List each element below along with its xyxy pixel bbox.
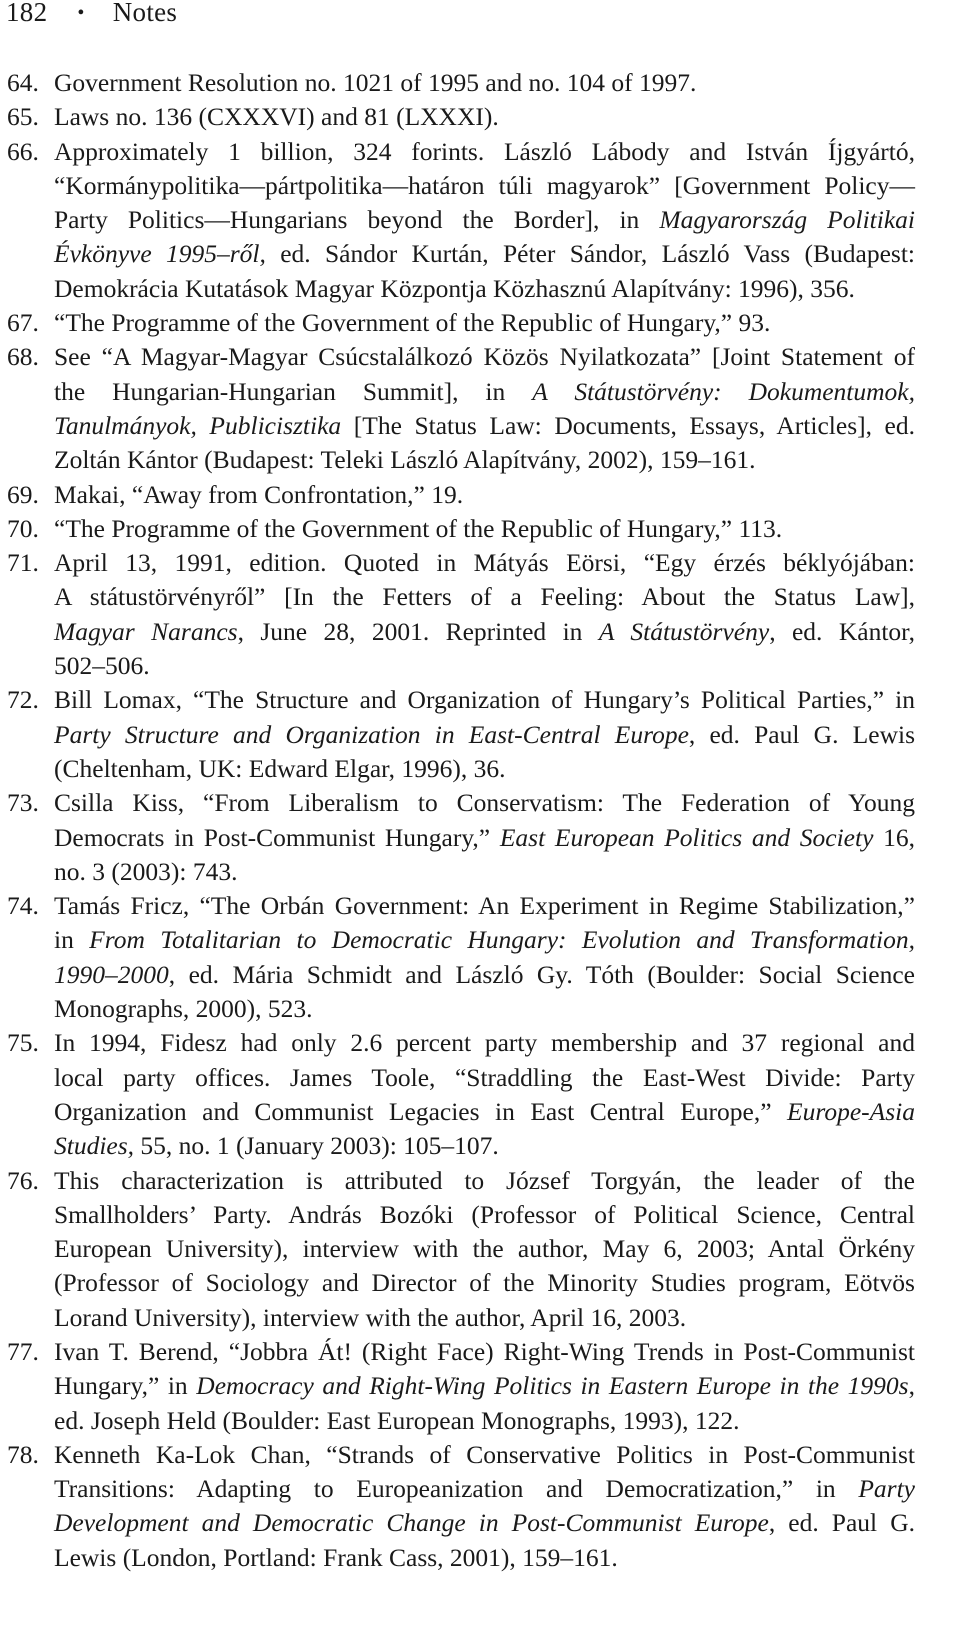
note-text-segment: Lewis (London, Portland: Frank Cass, 2001), 159–161. (54, 1542, 618, 1572)
note-text-segment: European University), interview with the author, May 6, 2003; Antal Örkény (54, 1234, 915, 1264)
note-text-segment: This characterization is attributed to József Torgyán, the leader of the (54, 1165, 915, 1195)
italic-text: A Státustörvény (598, 616, 770, 646)
note-text (54, 546, 915, 683)
note-item (0, 889, 960, 1026)
note-line (54, 821, 915, 855)
note-line (54, 66, 915, 100)
note-text-segment: Party Politics—Hungarians beyond the Border], in (54, 205, 660, 235)
notes-list (0, 66, 960, 1575)
note-text (54, 135, 915, 306)
note-text-segment: Kenneth Ka-Lok Chan, “Strands of Conservative Politics in Post-Communist (54, 1439, 915, 1469)
note-text-segment: 502–506. (54, 651, 150, 681)
note-line (54, 1026, 915, 1060)
note-line (54, 1061, 915, 1095)
note-item (0, 135, 960, 306)
note-text-segment: Makai, “Away from Confrontation,” 19. (54, 479, 464, 509)
note-line (54, 1232, 915, 1266)
note-text (54, 786, 915, 889)
italic-text: Party (858, 1474, 915, 1504)
note-text-segment: , ed. Mária Schmidt and László Gy. Tóth (Boulder: Social Science (168, 959, 915, 989)
note-number: 76. (7, 1165, 39, 1195)
note-line (54, 1472, 915, 1506)
note-line (54, 546, 915, 580)
italic-text: East European Politics and Society (499, 822, 874, 852)
note-text-segment: “The Programme of the Government of the Republic of Hungary,” 93. (54, 308, 771, 338)
italic-text: Magyar Narancs (54, 616, 238, 646)
note-item (0, 66, 960, 100)
note-text-segment: Transitions: Adapting to Europeanization and Democratization,” in (54, 1474, 859, 1504)
note-text-segment: Tamás Fricz, “The Orbán Government: An Experiment in Regime Stabilization,” (54, 891, 915, 921)
note-text-segment: Organization and Communist Legacies in East Central Europe,” (54, 1096, 788, 1126)
note-text-segment: 55, no. 1 (January 2003): 105–107. (134, 1131, 499, 1161)
note-number: 64. (7, 68, 39, 97)
note-line (54, 340, 915, 374)
note-line (54, 443, 915, 477)
italic-text: From Totalitarian to Democratic Hungary: Evolution and Transformation, (89, 925, 915, 955)
note-text (54, 66, 915, 100)
note-line (54, 1095, 915, 1129)
note-text (54, 340, 915, 477)
note-line (54, 135, 915, 169)
section-title: Notes (112, 0, 178, 27)
note-text-segment: Monographs, 2000), 523. (54, 994, 313, 1024)
note-text-segment: , ed. Paul G. (768, 1508, 915, 1538)
note-text (54, 306, 915, 340)
note-item (0, 340, 960, 477)
note-line (54, 1129, 915, 1163)
italic-text: 1990–2000 (54, 959, 169, 989)
note-line (54, 1198, 915, 1232)
note-line (54, 375, 915, 409)
header-bullet: • (77, 2, 85, 24)
note-item (0, 306, 960, 340)
note-number: 67. (7, 308, 39, 338)
note-text (54, 683, 915, 786)
note-text-segment: “The Programme of the Government of the Republic of Hungary,” 113. (54, 513, 783, 543)
note-text (54, 1164, 915, 1335)
note-text-segment: Bill Lomax, “The Structure and Organization of Hungary’s Political Parties,” in (54, 685, 915, 715)
note-line (54, 615, 915, 649)
note-item (0, 1026, 960, 1163)
page-number: 182 (6, 0, 48, 27)
note-line (54, 752, 915, 786)
note-text-segment: , ed. Kántor, (769, 616, 916, 646)
note-item (0, 546, 960, 683)
note-text (54, 100, 915, 134)
note-text-segment: Zoltán Kántor (Budapest: Teleki László Alapítvány, 2002), 159–161. (54, 445, 756, 475)
note-text-segment: Ivan T. Berend, “Jobbra Át! (Right Face) Right-Wing Trends in Post-Communist (54, 1336, 915, 1366)
note-text-segment: “Kormánypolitika—pártpolitika—határon túli magyarok” [Government Policy— (54, 170, 915, 200)
note-text (54, 889, 915, 1026)
note-line (54, 718, 915, 752)
italic-text: Tanulmányok, Publicisztika (54, 410, 342, 440)
note-text-segment: ed. Sándor Kurtán, Péter Sándor, László Vass (Budapest: (265, 239, 915, 269)
note-text-segment: Demokrácia Kutatások Magyar Központja Közhasznú Alapítvány: 1996), 356. (54, 273, 855, 303)
note-line (54, 272, 915, 306)
note-line (54, 958, 915, 992)
note-line (54, 203, 915, 237)
note-item (0, 512, 960, 546)
note-line (54, 1301, 915, 1335)
note-line (54, 1404, 915, 1438)
note-line (54, 1506, 915, 1540)
note-item (0, 100, 960, 134)
note-text-segment: Government Resolution no. 1021 of 1995 and no. 104 of 1997. (54, 68, 697, 97)
note-line (54, 786, 915, 820)
italic-text: Magyarország Politikai (659, 205, 915, 235)
note-item (0, 683, 960, 786)
note-text-segment: Hungary,” in (54, 1371, 197, 1401)
note-number: 77. (7, 1336, 39, 1366)
note-text-segment: Approximately 1 billion, 324 forints. László Lábody and István Íjgyártó, (54, 136, 915, 166)
note-text-segment: See “A Magyar-Magyar Csúcstalálkozó Közös Nyilatkozata” [Joint Statement of (54, 342, 915, 372)
note-line (54, 1369, 915, 1403)
note-text (54, 512, 915, 546)
note-text-segment: (Professor of Sociology and Director of the Minority Studies program, Eötvös (54, 1268, 915, 1298)
note-text-segment: Democrats in Post-Communist Hungary,” (54, 822, 500, 852)
italic-text: Party Structure and Organization in East-Central Europe (54, 719, 689, 749)
note-text-segment: ed. Joseph Held (Boulder: East European Monographs, 1993), 122. (54, 1405, 740, 1435)
italic-text: Évkönyve 1995–ről, (54, 239, 266, 269)
italic-text: Studies, (54, 1131, 135, 1161)
italic-text: Democracy and Right-Wing Politics in Eastern Europe in the 1990s (196, 1371, 909, 1401)
note-text-segment: in (54, 925, 90, 955)
note-line (54, 100, 915, 134)
note-line (54, 512, 915, 546)
note-text-segment: the Hungarian-Hungarian Summit], in (54, 376, 533, 406)
note-number: 71. (7, 548, 39, 578)
note-line (54, 306, 915, 340)
note-item (0, 478, 960, 512)
note-number: 72. (7, 685, 39, 715)
note-item (0, 1164, 960, 1335)
note-line (54, 649, 915, 683)
note-item (0, 786, 960, 889)
note-line (54, 1438, 915, 1472)
note-text-segment: Smallholders’ Party. András Bozóki (Professor of Political Science, Central (54, 1199, 915, 1229)
note-number: 65. (7, 102, 39, 132)
note-text (54, 1438, 915, 1575)
note-line (54, 409, 915, 443)
note-text-segment: In 1994, Fidesz had only 2.6 percent party membership and 37 regional and (54, 1028, 915, 1058)
note-text-segment: no. 3 (2003): 743. (54, 856, 238, 886)
note-text-segment: Lorand University), interview with the author, April 16, 2003. (54, 1302, 687, 1332)
note-number: 66. (7, 136, 39, 166)
note-line (54, 237, 915, 271)
note-line (54, 1541, 915, 1575)
note-line (54, 1335, 915, 1369)
note-number: 68. (7, 342, 39, 372)
note-text (54, 478, 915, 512)
note-number: 70. (7, 513, 39, 543)
note-number: 74. (7, 891, 39, 921)
note-text-segment: Laws no. 136 (CXXXVI) and 81 (LXXXI). (54, 102, 499, 132)
note-line (54, 169, 915, 203)
note-line (54, 683, 915, 717)
note-text-segment: 16, (873, 822, 916, 852)
note-text-segment: (Cheltenham, UK: Edward Elgar, 1996), 36. (54, 753, 506, 783)
note-text (54, 1335, 915, 1438)
note-text-segment: , (908, 1371, 915, 1401)
note-text (54, 1026, 915, 1163)
note-text-segment: [The Status Law: Documents, Essays, Articles], ed. (341, 410, 915, 440)
note-line (54, 923, 915, 957)
note-line (54, 992, 915, 1026)
running-header (6, 0, 177, 29)
note-text-segment: local party offices. James Toole, “Straddling the East-West Divide: Party (54, 1062, 915, 1092)
note-number: 78. (7, 1439, 39, 1469)
note-text-segment: , ed. Paul G. Lewis (688, 719, 915, 749)
note-line (54, 1266, 915, 1300)
note-text-segment: Csilla Kiss, “From Liberalism to Conservatism: The Federation of Young (54, 788, 915, 818)
note-item (0, 1335, 960, 1438)
note-line (54, 855, 915, 889)
note-item (0, 1438, 960, 1575)
note-text-segment: April 13, 1991, edition. Quoted in Mátyás Eörsi, “Egy érzés béklyójában: (54, 548, 915, 578)
note-line (54, 889, 915, 923)
note-text-segment: A státustörvényről” [In the Fetters of a Feeling: About the Status Law], (54, 582, 915, 612)
note-line (54, 478, 915, 512)
note-number: 75. (7, 1028, 39, 1058)
note-number: 69. (7, 479, 39, 509)
italic-text: Development and Democratic Change in Post-Communist Europe (54, 1508, 769, 1538)
italic-text: Europe-Asia (787, 1096, 915, 1126)
note-text-segment: , June 28, 2001. Reprinted in (237, 616, 599, 646)
note-number: 73. (7, 788, 39, 818)
italic-text: A Státustörvény: Dokumentumok, (532, 376, 916, 406)
note-line (54, 1164, 915, 1198)
note-line (54, 580, 915, 614)
